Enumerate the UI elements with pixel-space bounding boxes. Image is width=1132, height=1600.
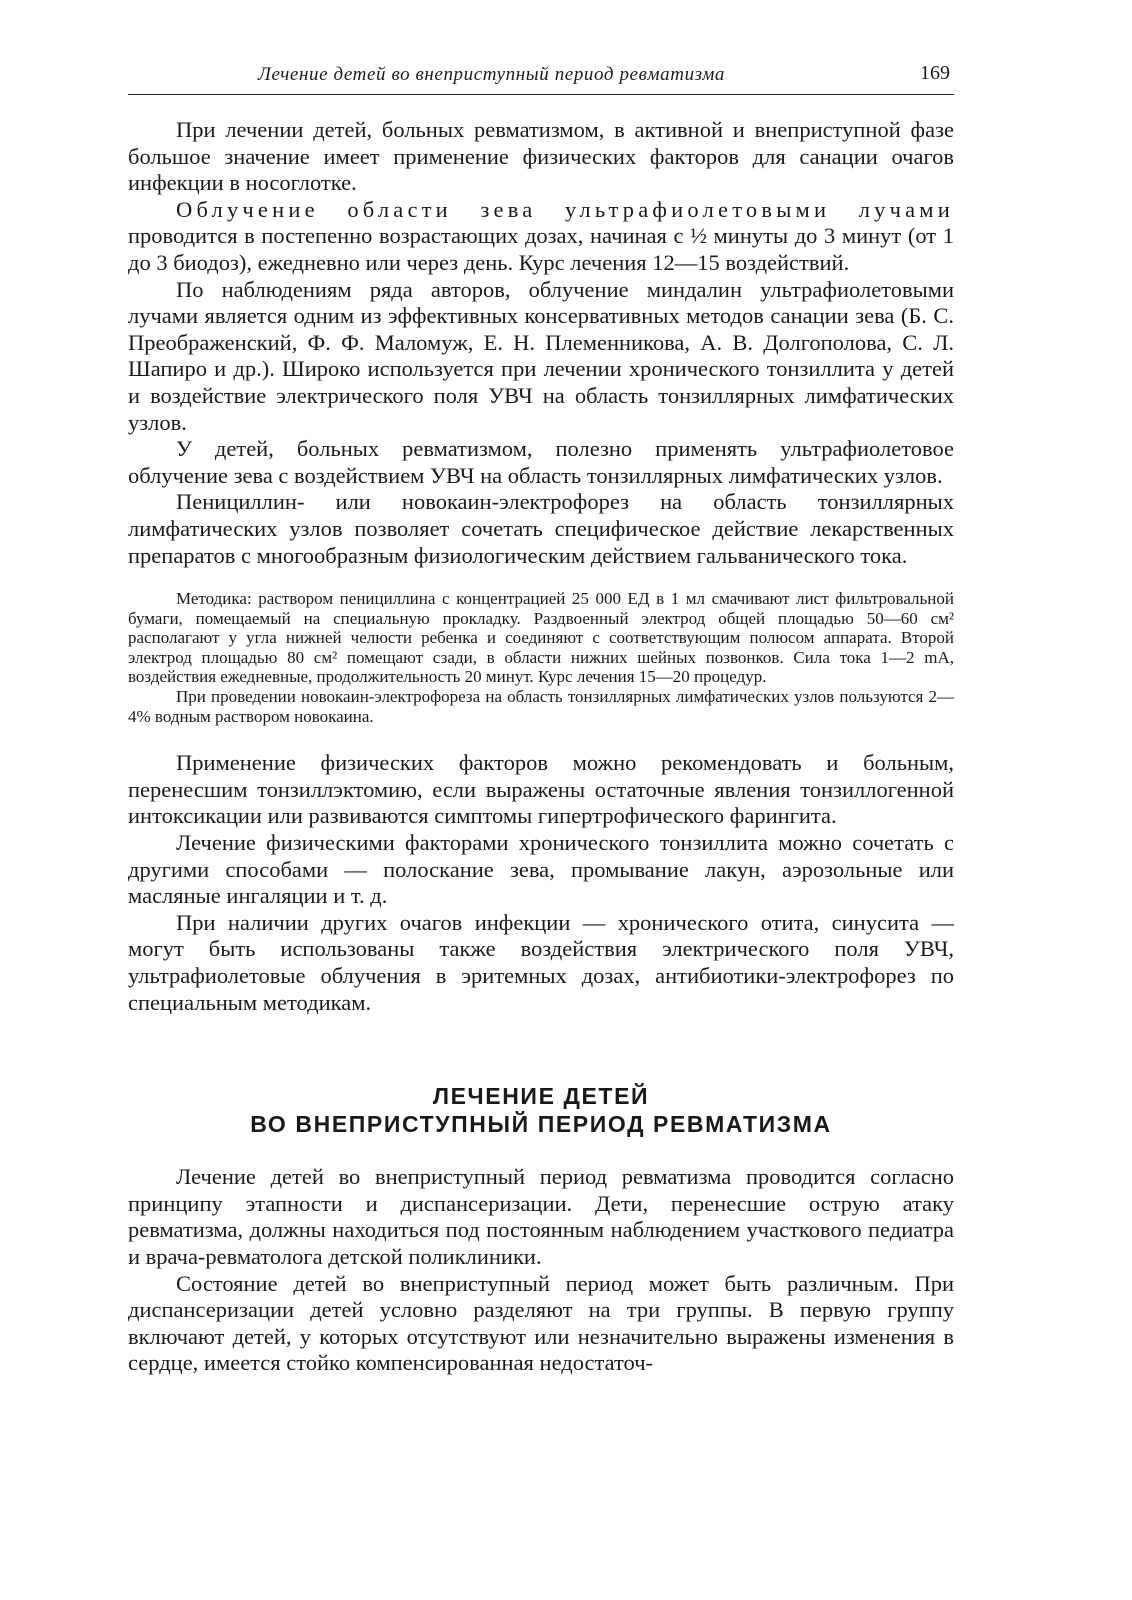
paragraph: Лечение детей во внеприступный период ревматизма проводится согласно принципу этапности и диспансеризации. Дети, перенесшие острую атаку ревматизма, должны находиться под постоянным наблюдением участкового педиатра и врача-ревматолога детской поликлиники.	[128, 1164, 954, 1269]
paragraph: По наблюдениям ряда авторов, облучение миндалин ультрафиолетовыми лучами является одним из эффективных консервативных методов санации зева (Б. С. Преображенский, Ф. Ф. Маломуж, Е. Н. Племенникова, А. В. Долгополова, С. Л. Шапиро и др.). Широко используется при лечении хронического тонзиллита у детей и воздействие электрического поля УВЧ на область тонзиллярных лимфатических узлов.	[128, 276, 954, 435]
method-note	[128, 589, 954, 726]
note-paragraph: Методика: раствором пенициллина с концентрацией 25 000 ЕД в 1 мл смачивают лист фильтровальной бумаги, помещаемый на специальную прокладку. Раздвоенный электрод общей площадью 50—60 см² располагают у угла нижней челюсти ребенка и соединяют с соответствующим полюсом аппарата. Второй электрод площадью 80 см² помещают сзади, в области нижних шейных позвонков. Сила тока 1—2 mA, воздействия ежедневные, продолжительность 20 минут. Курс лечения 15—20 процедур.	[128, 589, 954, 687]
page-number: 169	[920, 62, 950, 84]
paragraph-text: проводится в постепенно возрастающих дозах, начиная с ½ минуты до 3 минут (от 1 до 3 биодоз), ежедневно или через день. Курс лечения 12—15 воздействий.	[128, 223, 954, 275]
paragraph: Применение физических факторов можно рекомендовать и больным, перенесшим тонзиллэктомию, если выражены остаточные явления тонзиллогенной интоксикации или развиваются симптомы гипертрофического фарингита.	[128, 750, 954, 829]
paragraph: Пенициллин- или новокаин-электрофорез на область тонзиллярных лимфатических узлов позволяет сочетать специфическое действие лекарственных препаратов с многообразным физиологическим действием гальванического тока.	[128, 489, 954, 568]
paragraph: У детей, больных ревматизмом, полезно применять ультрафиолетовое облучение зева с воздействием УВЧ на область тонзиллярных лимфатических узлов.	[128, 436, 954, 488]
paragraph: Лечение физическими факторами хронического тонзиллита можно сочетать с другими способами — полоскание зева, промывание лакун, аэрозольные или масляные ингаляции и т. д.	[128, 830, 954, 909]
book-page	[128, 58, 954, 1377]
paragraph: При наличии других очагов инфекции — хронического отита, синусита — могут быть использованы также воздействия электрического поля УВЧ, ультрафиолетовые облучения в эритемных дозах, антибиотики-электрофорез по специальным методикам.	[128, 909, 954, 1015]
note-paragraph: При проведении новокаин-электрофореза на область тонзиллярных лимфатических узлов пользуются 2—4% водным раствором новокаина.	[128, 687, 954, 726]
spaced-emphasis: Облучение области зева ультрафиолетовыми лучами	[176, 196, 954, 222]
main-text	[128, 117, 954, 1377]
running-header	[128, 58, 954, 95]
paragraph	[128, 197, 954, 277]
heading-line: ЛЕЧЕНИЕ ДЕТЕЙ	[432, 1083, 650, 1110]
heading-line: ВО ВНЕПРИСТУПНЫЙ ПЕРИОД РЕВМАТИЗМА	[250, 1111, 832, 1138]
paragraph: Состояние детей во внеприступный период может быть различным. При диспансеризации детей условно разделяют на три группы. В первую группу включают детей, у которых отсутствуют или незначительно выражены изменения в сердце, имеется стойко компенсированная недостаточ-	[128, 1270, 954, 1376]
running-title: Лечение детей во внеприступный период ревматизма	[258, 64, 726, 85]
paragraph: При лечении детей, больных ревматизмом, в активной и внеприступной фазе большое значение имеет применение физических факторов для санации очагов инфекции в носоглотке.	[128, 117, 954, 196]
section-heading	[128, 1082, 954, 1138]
